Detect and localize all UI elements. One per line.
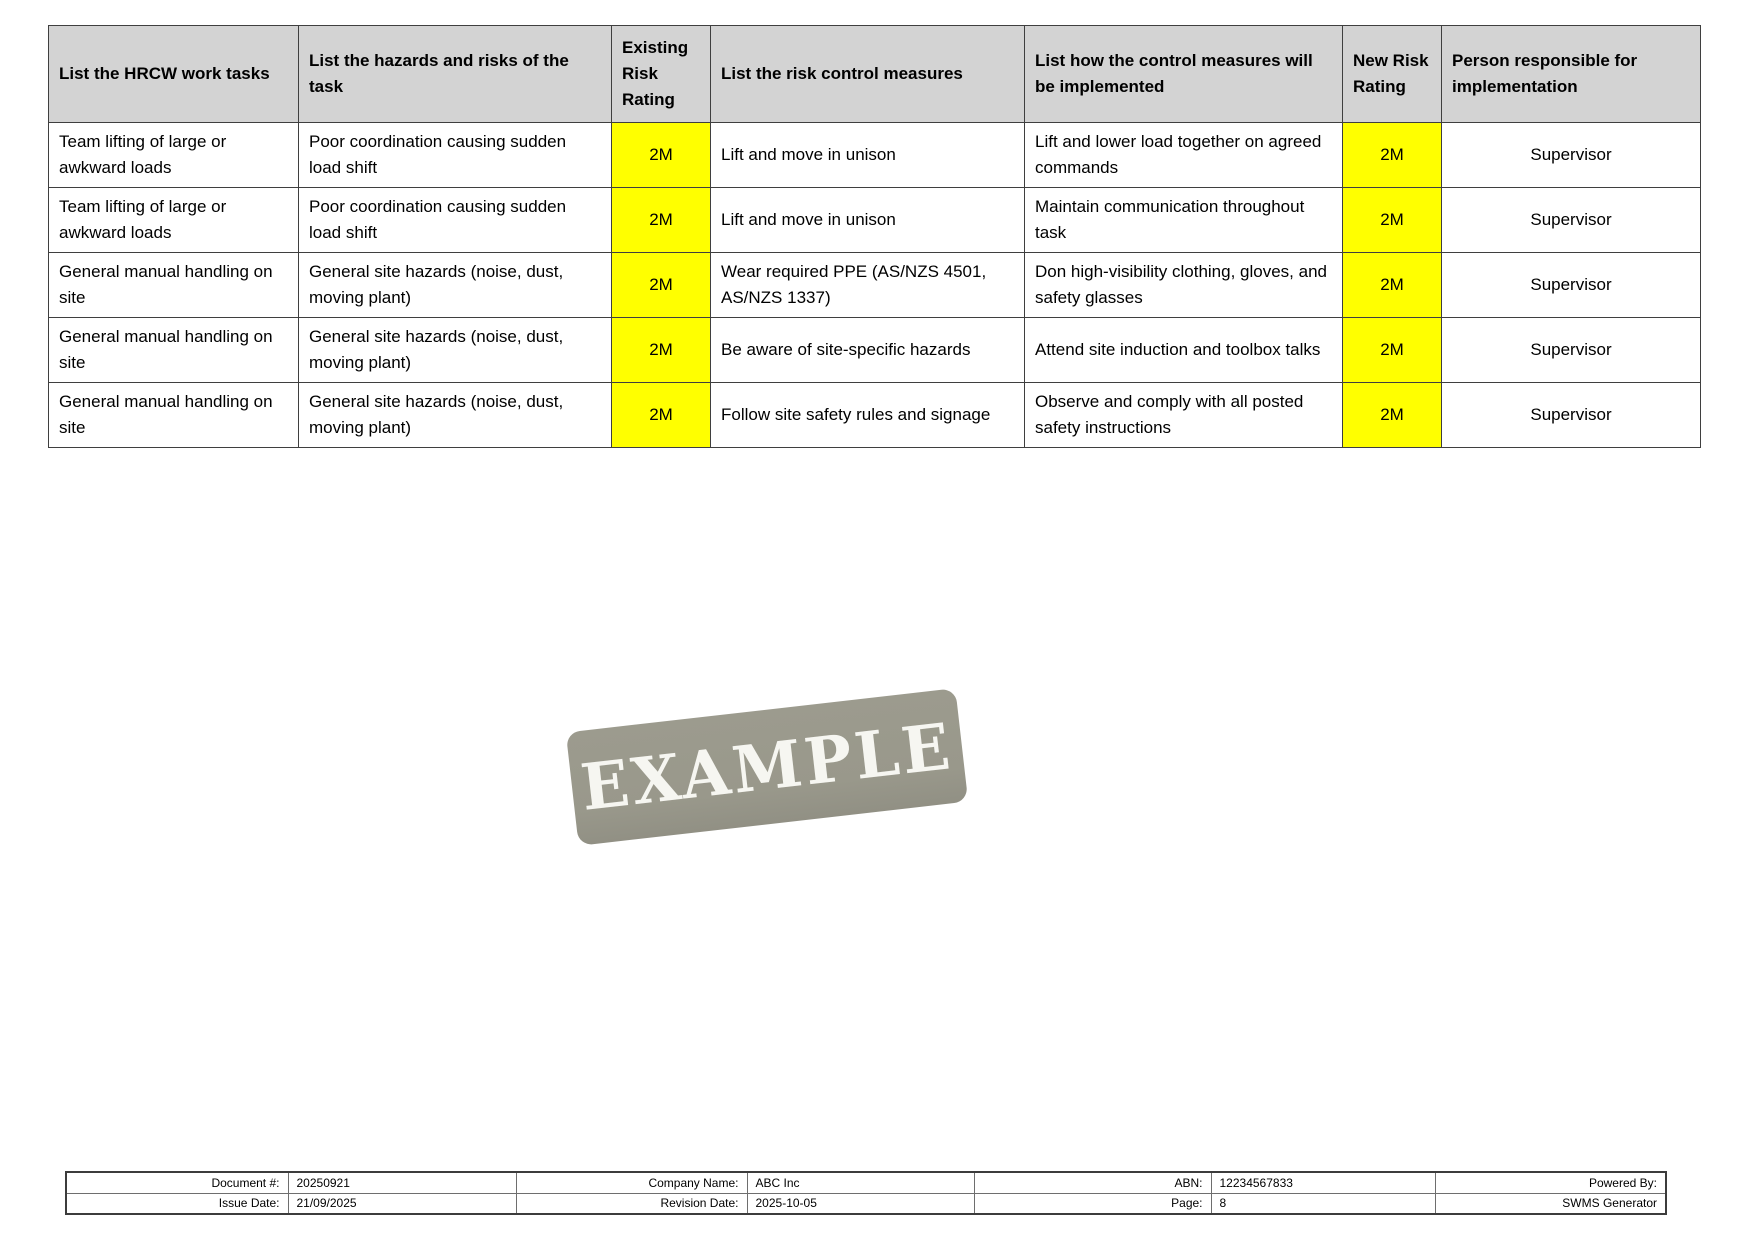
cell-new-rating: 2M <box>1343 188 1442 253</box>
revision-date-value: 2025-10-05 <box>747 1193 974 1214</box>
cell-person: Supervisor <box>1442 188 1701 253</box>
cell-person: Supervisor <box>1442 123 1701 188</box>
issue-date-label: Issue Date: <box>66 1193 288 1214</box>
cell-hazards: General site hazards (noise, dust, moving plant) <box>299 253 612 318</box>
cell-control-measures: Follow site safety rules and signage <box>711 383 1025 448</box>
cell-person: Supervisor <box>1442 383 1701 448</box>
company-name-label: Company Name: <box>516 1172 747 1193</box>
header-hazards-risks: List the hazards and risks of the task <box>299 26 612 123</box>
document-number-label: Document #: <box>66 1172 288 1193</box>
abn-label: ABN: <box>974 1172 1211 1193</box>
table-row <box>49 188 1701 253</box>
cell-task: General manual handling on site <box>49 318 299 383</box>
table-row <box>49 123 1701 188</box>
cell-control-measures: Be aware of site-specific hazards <box>711 318 1025 383</box>
cell-hazards: Poor coordination causing sudden load shift <box>299 188 612 253</box>
revision-date-label: Revision Date: <box>516 1193 747 1214</box>
header-existing-risk-rating: Existing Risk Rating <box>612 26 711 123</box>
header-control-measures: List the risk control measures <box>711 26 1025 123</box>
cell-task: Team lifting of large or awkward loads <box>49 188 299 253</box>
cell-existing-rating: 2M <box>612 123 711 188</box>
cell-task: General manual handling on site <box>49 383 299 448</box>
cell-existing-rating: 2M <box>612 318 711 383</box>
cell-hazards: Poor coordination causing sudden load shift <box>299 123 612 188</box>
abn-value: 12234567833 <box>1211 1172 1435 1193</box>
header-implementation: List how the control measures will be implemented <box>1025 26 1343 123</box>
cell-person: Supervisor <box>1442 318 1701 383</box>
cell-hazards: General site hazards (noise, dust, moving plant) <box>299 318 612 383</box>
hrcw-risk-table <box>48 25 1701 448</box>
hrcw-risk-table-body <box>49 123 1701 448</box>
table-row <box>49 253 1701 318</box>
powered-by-value: SWMS Generator <box>1435 1193 1666 1214</box>
cell-existing-rating: 2M <box>612 383 711 448</box>
cell-control-measures: Lift and move in unison <box>711 123 1025 188</box>
footer-row-2 <box>66 1193 1666 1214</box>
header-row <box>49 26 1701 123</box>
cell-implementation: Don high-visibility clothing, gloves, and safety glasses <box>1025 253 1343 318</box>
cell-new-rating: 2M <box>1343 383 1442 448</box>
hrcw-risk-table-header <box>49 26 1701 123</box>
header-new-risk-rating: New Risk Rating <box>1343 26 1442 123</box>
cell-task: General manual handling on site <box>49 253 299 318</box>
cell-implementation: Maintain communication throughout task <box>1025 188 1343 253</box>
table-row <box>49 318 1701 383</box>
cell-implementation: Lift and lower load together on agreed commands <box>1025 123 1343 188</box>
cell-implementation: Observe and comply with all posted safety instructions <box>1025 383 1343 448</box>
cell-control-measures: Wear required PPE (AS/NZS 4501, AS/NZS 1337) <box>711 253 1025 318</box>
footer-row-1 <box>66 1172 1666 1193</box>
cell-new-rating: 2M <box>1343 318 1442 383</box>
example-watermark-stamp <box>566 688 968 846</box>
cell-person: Supervisor <box>1442 253 1701 318</box>
table-row <box>49 383 1701 448</box>
document-footer-table <box>65 1171 1667 1215</box>
page-value: 8 <box>1211 1193 1435 1214</box>
document-number-value: 20250921 <box>288 1172 516 1193</box>
header-person-responsible: Person responsible for implementation <box>1442 26 1701 123</box>
cell-new-rating: 2M <box>1343 253 1442 318</box>
cell-hazards: General site hazards (noise, dust, moving plant) <box>299 383 612 448</box>
example-watermark-text: EXAMPLE <box>577 708 957 826</box>
issue-date-value: 21/09/2025 <box>288 1193 516 1214</box>
cell-task: Team lifting of large or awkward loads <box>49 123 299 188</box>
header-work-tasks: List the HRCW work tasks <box>49 26 299 123</box>
company-name-value: ABC Inc <box>747 1172 974 1193</box>
cell-existing-rating: 2M <box>612 253 711 318</box>
page-label: Page: <box>974 1193 1211 1214</box>
cell-control-measures: Lift and move in unison <box>711 188 1025 253</box>
cell-new-rating: 2M <box>1343 123 1442 188</box>
cell-existing-rating: 2M <box>612 188 711 253</box>
powered-by-label: Powered By: <box>1435 1172 1666 1193</box>
cell-implementation: Attend site induction and toolbox talks <box>1025 318 1343 383</box>
